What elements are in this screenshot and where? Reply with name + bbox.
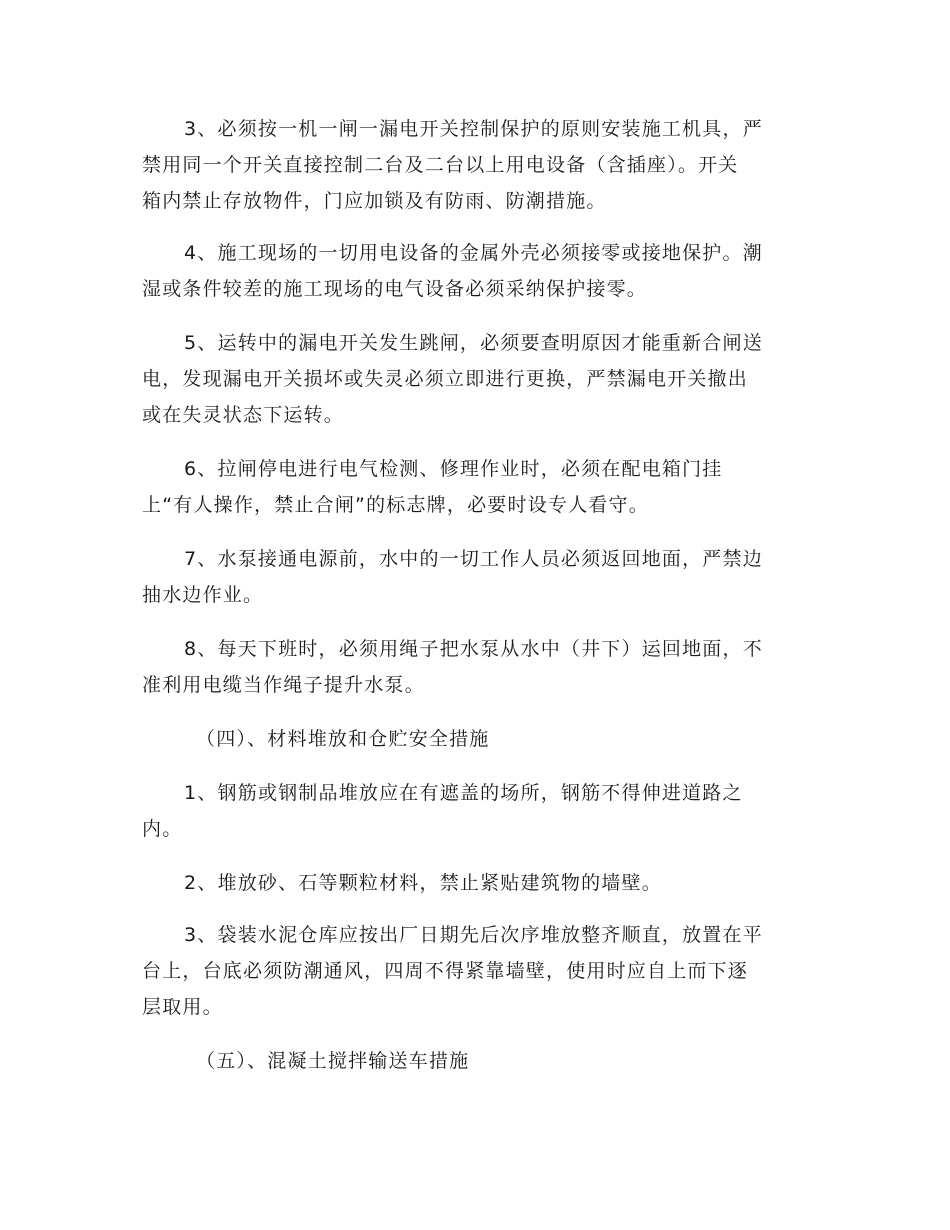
paragraph-7-line-1: 7、水泵接通电源前，水中的一切工作人员必须返回地面，严禁边 <box>184 548 763 570</box>
material-1-line-2: 内。 <box>142 818 183 840</box>
material-3-line-1: 3、袋装水泥仓库应按出厂日期先后次序堆放整齐顺直，放置在平 <box>184 924 763 946</box>
paragraph-8-line-1: 8、每天下班时，必须用绳子把水泵从水中（井下）运回地面，不 <box>184 638 763 660</box>
paragraph-5-line-3: 或在失灵状态下运转。 <box>142 404 345 426</box>
section-heading-4: （四）、材料堆放和仓贮安全措施 <box>196 728 490 750</box>
material-1-line-1: 1、钢筋或钢制品堆放应在有遮盖的场所，钢筋不得伸进道路之 <box>184 782 743 804</box>
paragraph-5-line-1: 5、运转中的漏电开关发生跳闸，必须要查明原因才能重新合闸送 <box>184 332 763 354</box>
paragraph-4-line-1: 4、施工现场的一切用电设备的金属外壳必须接零或接地保护。潮 <box>184 242 763 264</box>
paragraph-6-line-1: 6、拉闸停电进行电气检测、修理作业时，必须在配电箱门挂 <box>184 458 723 480</box>
material-3-line-3: 层取用。 <box>142 996 223 1018</box>
material-2-line-1: 2、堆放砂、石等颗粒材料，禁止紧贴建筑物的墙壁。 <box>184 872 662 894</box>
section-heading-5: （五）、混凝土搅拌输送车措施 <box>196 1050 470 1072</box>
paragraph-5-line-2: 电，发现漏电开关损坏或失灵必须立即进行更换，严禁漏电开关撤出 <box>142 368 749 390</box>
material-3-line-2: 台上，台底必须防潮通风，四周不得紧靠墙壁，使用时应自上而下逐 <box>142 960 749 982</box>
paragraph-3-line-2: 禁用同一个开关直接控制二台及二台以上用电设备（含插座）。开关 <box>142 154 739 176</box>
paragraph-4-line-2: 湿或条件较差的施工现场的电气设备必须采纳保护接零。 <box>142 278 648 300</box>
paragraph-8-line-2: 准利用电缆当作绳子提升水泵。 <box>142 674 425 696</box>
paragraph-6-line-2: 上“有人操作，禁止合闸”的标志牌，必要时设专人看守。 <box>142 494 649 516</box>
paragraph-3-line-3: 箱内禁止存放物件，门应加锁及有防雨、防潮措施。 <box>142 190 607 212</box>
paragraph-7-line-2: 抽水边作业。 <box>142 584 264 606</box>
paragraph-3-line-1: 3、必须按一机一闸一漏电开关控制保护的原则安装施工机具，严 <box>184 118 763 140</box>
